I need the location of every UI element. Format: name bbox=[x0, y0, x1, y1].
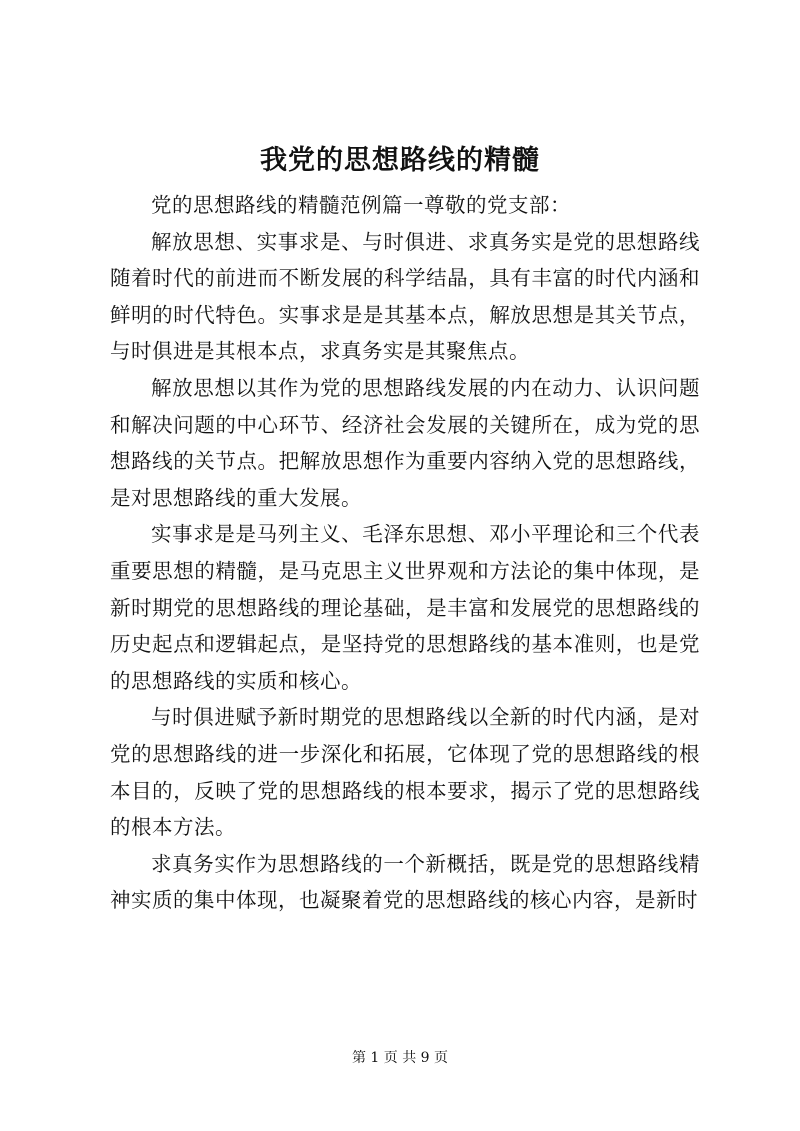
document-title: 我党的思想路线的精髓 bbox=[260, 145, 540, 176]
document-body bbox=[110, 187, 700, 919]
paragraph: 与时俱进赋予新时期党的思想路线以全新的时代内涵，是对党的思想路线的进一步深化和拓展，它体现了党的思想路线的根本目的，反映了党的思想路线的根本要求，揭示了党的思想路线的根本方法。 bbox=[110, 705, 700, 840]
paragraph: 实事求是是马列主义、毛泽东思想、邓小平理论和三个代表重要思想的精髓，是马克思主义世界观和方法论的集中体现，是新时期党的思想路线的理论基础，是丰富和发展党的思想路线的历史起点和逻辑起点，是坚持党的思想路线的基本准则，也是党的思想路线的实质和核心。 bbox=[110, 522, 700, 693]
paragraph: 求真务实作为思想路线的一个新概括，既是党的思想路线精神实质的集中体现，也凝聚着党的思想路线的核心内容，是新时 bbox=[110, 851, 700, 913]
paragraph: 解放思想、实事求是、与时俱进、求真务实是党的思想路线随着时代的前进而不断发展的科学结晶，具有丰富的时代内涵和鲜明的时代特色。实事求是是其基本点，解放思想是其关节点，与时俱进是其根本点，求真务实是其聚焦点。 bbox=[110, 229, 700, 364]
page-footer: 第 1 页 共 9 页 bbox=[351, 1050, 449, 1066]
paragraph: 党的思想路线的精髓范例篇一尊敬的党支部： bbox=[151, 193, 571, 217]
paragraph: 解放思想以其作为党的思想路线发展的内在动力、认识问题和解决问题的中心环节、经济社会发展的关键所在，成为党的思想路线的关节点。把解放思想作为重要内容纳入党的思想路线，是对思想路线的重大发展。 bbox=[110, 375, 700, 510]
